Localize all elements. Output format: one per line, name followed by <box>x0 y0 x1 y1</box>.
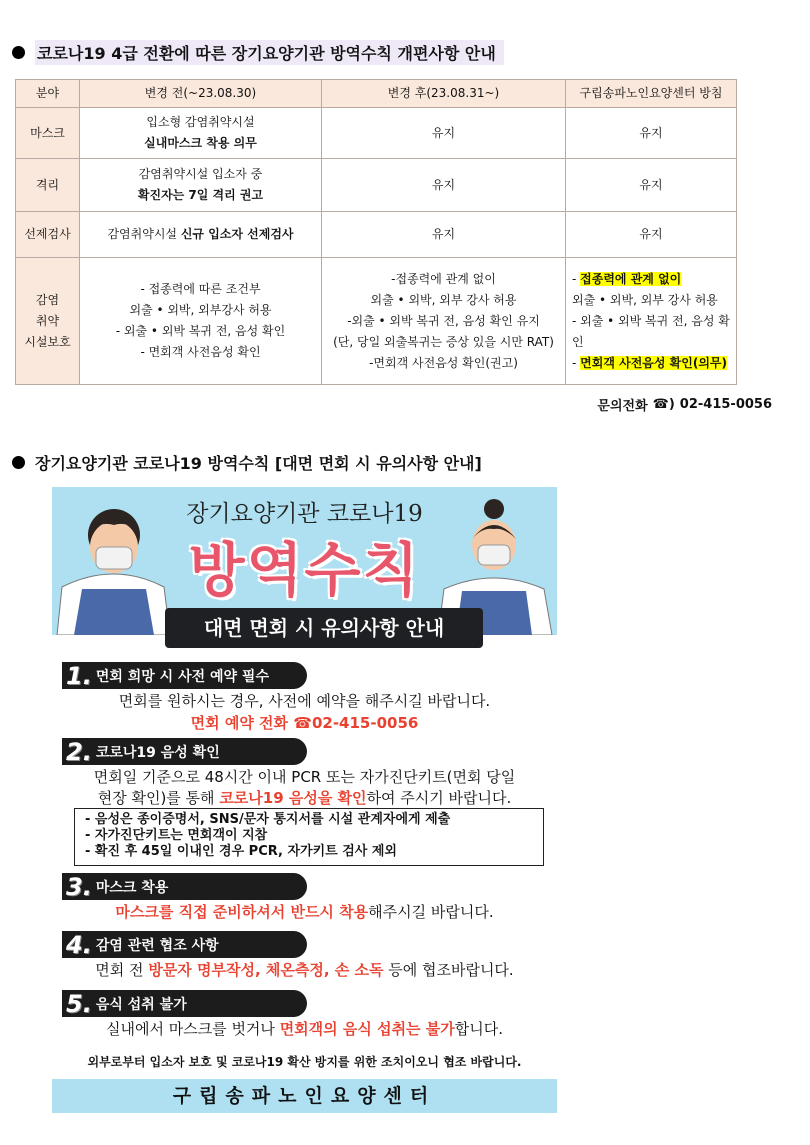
before-cell: - 접종력에 따른 조건부 외출 • 외박, 외부강사 허용 - 외출 • 외박 복귀 전, 음성 확인 - 면회객 사전음성 확인 <box>80 258 322 385</box>
item-text-1: 면회를 원하시는 경우, 사전에 예약을 해주시길 바랍니다. <box>118 692 491 710</box>
banner-title: 방역수칙 <box>188 536 421 604</box>
contact-info: 문의전화 ☎) 02-415-0056 <box>597 397 772 414</box>
guide-poster <box>52 487 557 1113</box>
policy-cell: 유지 <box>566 212 737 258</box>
header-cell: 변경 후(23.08.31~) <box>322 80 566 108</box>
table-row <box>16 159 737 212</box>
after-cell: 유지 <box>322 159 566 212</box>
header-cell: 분야 <box>16 80 80 108</box>
bullet-icon <box>12 456 25 469</box>
item-text-2a: 면회일 기준으로 48시간 이내 PCR 또는 자가진단키트(면회 당일 <box>93 768 516 786</box>
guide-heading: 대면 면회 시 유의사항 안내 <box>165 608 483 648</box>
bullet-icon <box>12 46 25 59</box>
item-text-2b: 현장 확인)를 통해 코로나19 음성을 확인하여 주시기 바랍니다. <box>97 789 512 807</box>
policy-cell: 유지 <box>566 159 737 212</box>
policy-table <box>15 79 737 385</box>
bottom-note: 외부로부터 입소자 보호 및 코로나19 확산 방지를 위한 조치이오니 협조 바랍니다. <box>87 1055 522 1069</box>
category-cell: 감염 취약 시설보호 <box>16 258 80 385</box>
header-cell: 구립송파노인요양센터 방침 <box>566 80 737 108</box>
section-title-policy: 코로나19 4급 전환에 따른 장기요양기관 방역수칙 개편사항 안내 <box>12 40 504 65</box>
header-cell: 변경 전(~23.08.30) <box>80 80 322 108</box>
section-title-guide: 장기요양기관 코로나19 방역수칙 [대면 면회 시 유의사항 안내] <box>12 451 482 474</box>
table-row <box>16 258 737 385</box>
item-heading-3: 3. 마스크 착용 <box>62 873 307 900</box>
after-cell: -접종력에 관계 없이 외출 • 외박, 외부 강사 허용 -외출 • 외박 복귀 전, 음성 확인 유지 (단, 당일 외출복귀는 증상 있을 시만 RAT) -면회객 사전음성 확인(권고) <box>322 258 566 385</box>
policy-cell: - 접종력에 관계 없이 외출 • 외박, 외부 강사 허용 - 외출 • 외박 복귀 전, 음성 확인 - 면회객 사전음성 확인(의무) <box>566 258 737 385</box>
table-row <box>16 212 737 258</box>
reservation-phone: 면회 예약 전화 ☎02-415-0056 <box>190 714 419 732</box>
item-text-4: 면회 전 방문자 명부작성, 체온측정, 손 소독 등에 협조바랍니다. <box>95 961 514 979</box>
banner-subtitle: 장기요양기관 코로나19 <box>186 501 423 527</box>
note-box: - 음성은 종이증명서, SNS/문자 통지서를 시설 관계자에게 제출 - 자가진단키트는 면회객이 지참 - 확진 후 45일 이내인 경우 PCR, 자가키트 검사 제외 <box>74 808 544 866</box>
table-header-row <box>16 80 737 108</box>
after-cell: 유지 <box>322 212 566 258</box>
item-heading-2: 2. 코로나19 음성 확인 <box>62 738 307 765</box>
item-heading-4: 4. 감염 관련 협조 사항 <box>62 931 307 958</box>
before-cell: 감염취약시설 입소자 중 확진자는 7일 격리 권고 <box>80 159 322 212</box>
category-cell: 격리 <box>16 159 80 212</box>
table-row <box>16 108 737 159</box>
before-cell: 감염취약시설 신규 입소자 선제검사 <box>80 212 322 258</box>
item-text-5: 실내에서 마스크를 벗거나 면회객의 음식 섭취는 불가합니다. <box>105 1020 503 1038</box>
item-text-3: 마스크를 직접 준비하셔서 반드시 착용해주시길 바랍니다. <box>115 903 494 921</box>
after-cell: 유지 <box>322 108 566 159</box>
item-heading-1: 1. 면회 희망 시 사전 예약 필수 <box>62 662 307 689</box>
category-cell: 선제검사 <box>16 212 80 258</box>
before-cell: 입소형 감염취약시설 실내마스크 착용 의무 <box>80 108 322 159</box>
phone-icon: ☎) <box>652 397 675 412</box>
center-name-footer: 구립송파노인요양센터 <box>52 1079 557 1113</box>
item-heading-5: 5. 음식 섭취 불가 <box>62 990 307 1017</box>
policy-cell: 유지 <box>566 108 737 159</box>
category-cell: 마스크 <box>16 108 80 159</box>
